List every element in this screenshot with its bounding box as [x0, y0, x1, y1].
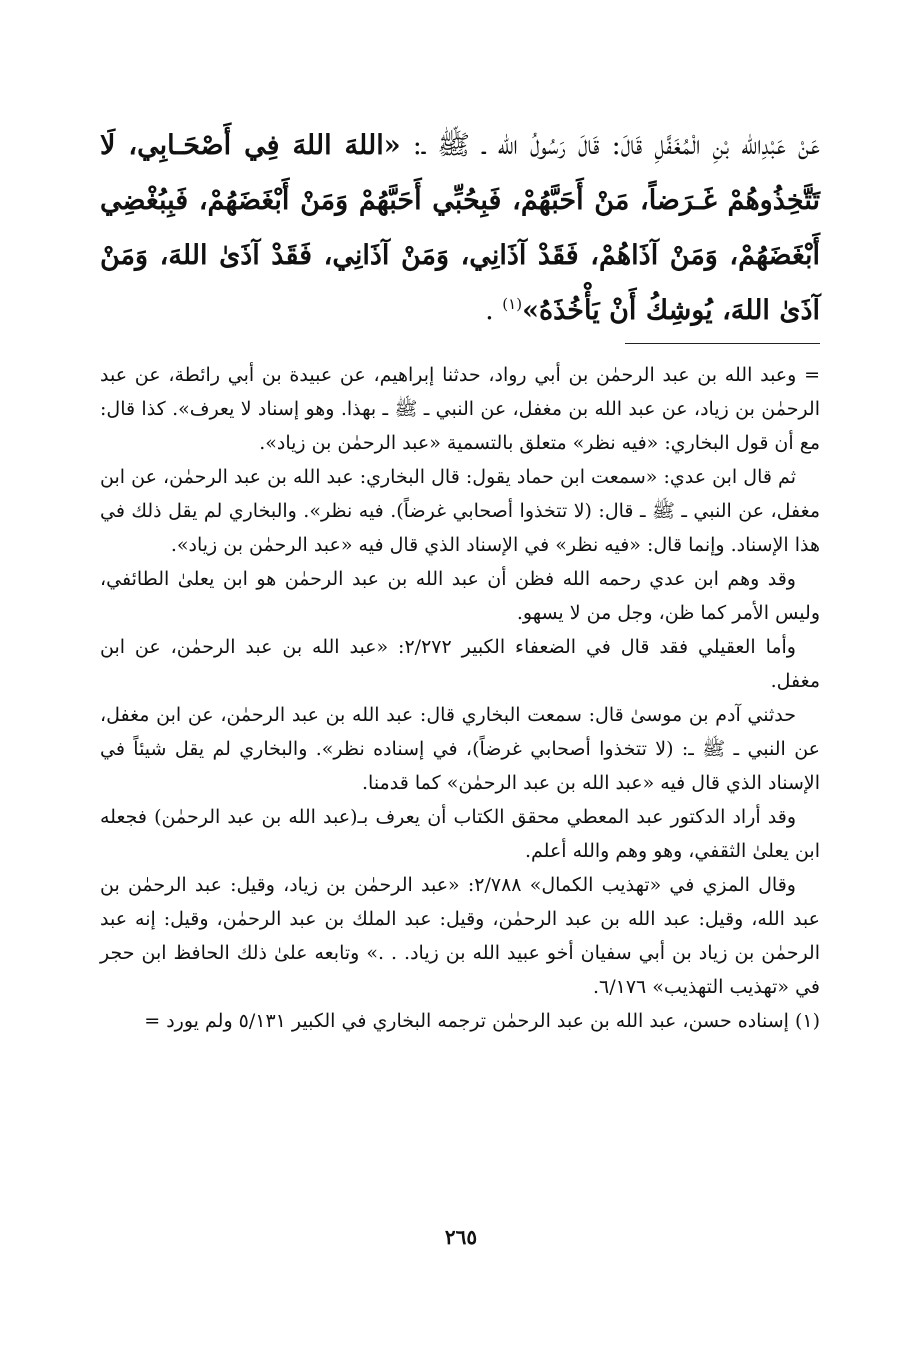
main-hadith-text [100, 118, 820, 338]
footnote-paragraph: وقال المزي في «تهذيب الكمال» ٢/٧٨٨: «عبد الرحمٰن بن زياد، وقيل: عبد الرحمٰن بن عبد الله، وقيل: عبد الله بن عبد الرحمٰن، وقيل: عبد الملك بن عبد الرحمٰن، وقيل: إنه عبد الرحمٰن بن زياد بن أبي سفيان أخو عبيد الله بن زياد. . .» وتابعه علىٰ ذلك الحافظ ابن حجر في «تهذيب التهذيب» ٦/١٧٦. [100, 874, 820, 998]
footnote-paragraph: = وعبد الله بن عبد الرحمٰن بن أبي رواد، حدثنا إبراهيم، عن عبيدة بن أبي رائطة، عن عبد الرحمٰن بن زياد، عن عبد الله بن مغفل، عن النبي ـ ﷺ ـ بهذا. وهو إسناد لا يعرف». كذا قال: مع أن قول البخاري: «فيه نظر» متعلق بالتسمية «عبد الرحمٰن بن زياد». [100, 364, 820, 454]
footnote-paragraph: (١) إسناده حسن، عبد الله بن عبد الرحمٰن ترجمه البخاري في الكبير ٥/١٣١ ولم يورد = [144, 1010, 820, 1032]
footnote-paragraph: وقد أراد الدكتور عبد المعطي محقق الكتاب أن يعرف بـ(عبد الله بن عبد الرحمٰن) فجعله ابن يعلىٰ الثقفي، وهو وهم والله أعلم. [100, 806, 820, 862]
page-number: ٢٦٥ [444, 1225, 478, 1249]
footnote-reference: (١) [502, 295, 523, 313]
hadith-end: . [485, 295, 503, 326]
footnote-paragraph: ثم قال ابن عدي: «سمعت ابن حماد يقول: قال البخاري: عبد الله بن عبد الرحمٰن، عن ابن مغفل، عن النبي ـ ﷺ ـ قال: (لا تتخذوا أصحابي غرضاً). فيه نظر». والبخاري لم يقل ذلك في هذا الإسناد. وإنما قال: «فيه نظر» في الإسناد الذي قال فيه «عبد الرحمٰن بن زياد». [100, 466, 820, 556]
page-body [100, 118, 820, 1032]
footnote-separator [625, 343, 820, 344]
footnote-paragraph: وأما العقيلي فقد قال في الضعفاء الكبير ٢/٢٧٢: «عبد الله بن عبد الرحمٰن، عن ابن مغفل. [100, 636, 820, 692]
hadith-intro: عَنْ عَبْدِالله بْنِ الْمُغَفَّلِ قَالَ: قَالَ رَسُولُ الله ـ ﷺ ـ: [400, 130, 820, 161]
footnote-paragraph: حدثني آدم بن موسىٰ قال: سمعت البخاري قال: عبد الله بن عبد الرحمٰن، عن ابن مغفل، عن النبي ـ ﷺ ـ: (لا تتخذوا أصحابي غرضاً)، في إسناده نظر». والبخاري لم يقل شيئاً في الإسناد الذي قال فيه «عبد الله بن عبد الرحمٰن» كما قدمنا. [100, 704, 820, 794]
footnotes [100, 358, 820, 1038]
hadith-quote: «اللهَ اللهَ فِي أَصْحَـابِي، لَا تَتَّخِذُوهُمْ غَـرَضاً، مَنْ أَحَبَّهُمْ، فَبِحُبِّي أَحَبَّهُمْ وَمَنْ أَبْغَضَهُمْ، فَبِبُغْضِي أَبْغَضَهُمْ، وَمَنْ آذَاهُمْ، فَقَدْ آذَانِي، وَمَنْ آذَانِي، فَقَدْ آذَىٰ اللهَ، وَمَنْ آذَىٰ اللهَ، يُوشِكُ أَنْ يَأْخُذَهُ» [100, 130, 820, 326]
footnote-paragraph: وقد وهم ابن عدي رحمه الله فظن أن عبد الله بن عبد الرحمٰن هو ابن يعلىٰ الطائفي، وليس الأمر كما ظن، وجل من لا يسهو. [100, 568, 820, 624]
